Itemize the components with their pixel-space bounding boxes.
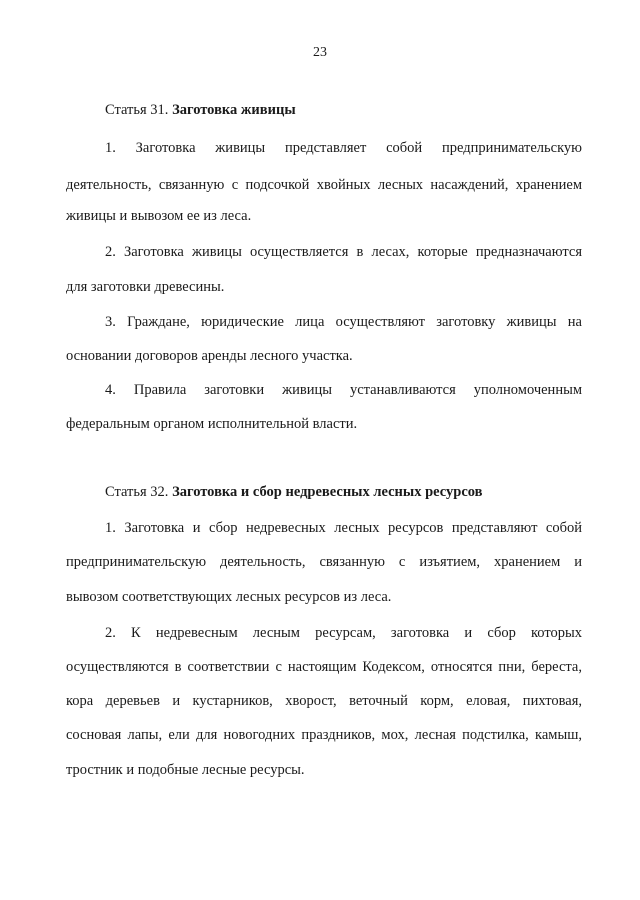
paragraph-line: кора деревьев и кустарников, хворост, веточный корм, еловая, пихтовая, (66, 693, 582, 709)
paragraph-line: 1. Заготовка и сбор недревесных лесных ресурсов представляют собой (105, 520, 582, 536)
article-31-label: Статья 31. (105, 102, 169, 118)
paragraph-line: 4. Правила заготовки живицы устанавливаются уполномоченным (105, 382, 582, 398)
page-number: 23 (313, 45, 327, 60)
article-31-heading (105, 102, 296, 119)
paragraph-line: для заготовки древесины. (66, 279, 225, 295)
paragraph-line: 2. К недревесным лесным ресурсам, заготовка и сбор которых (105, 625, 582, 641)
paragraph-line: тростник и подобные лесные ресурсы. (66, 762, 305, 778)
article-32-label: Статья 32. (105, 484, 169, 500)
paragraph-line: живицы и вывозом ее из леса. (66, 208, 252, 224)
article-32-heading (105, 484, 483, 501)
paragraph-line: федеральным органом исполнительной власти. (66, 416, 358, 432)
paragraph-line: сосновая лапы, ели для новогодних праздников, мох, лесная подстилка, камыш, (66, 727, 582, 743)
article-31-title: Заготовка живицы (172, 102, 296, 118)
paragraph-line: предпринимательскую деятельность, связанную с изъятием, хранением и (66, 554, 582, 570)
paragraph-line: основании договоров аренды лесного участка. (66, 348, 353, 364)
paragraph-line: 2. Заготовка живицы осуществляется в лесах, которые предназначаются (105, 244, 582, 260)
paragraph-line: вывозом соответствующих лесных ресурсов из леса. (66, 589, 392, 605)
paragraph-line: деятельность, связанную с подсочкой хвойных лесных насаждений, хранением (66, 177, 582, 193)
paragraph-line: 3. Граждане, юридические лица осуществляют заготовку живицы на (105, 314, 582, 330)
article-32-title: Заготовка и сбор недревесных лесных ресурсов (172, 484, 483, 500)
paragraph-line: 1. Заготовка живицы представляет собой предпринимательскую (105, 140, 582, 156)
paragraph-line: осуществляются в соответствии с настоящим Кодексом, относятся пни, береста, (66, 659, 582, 675)
